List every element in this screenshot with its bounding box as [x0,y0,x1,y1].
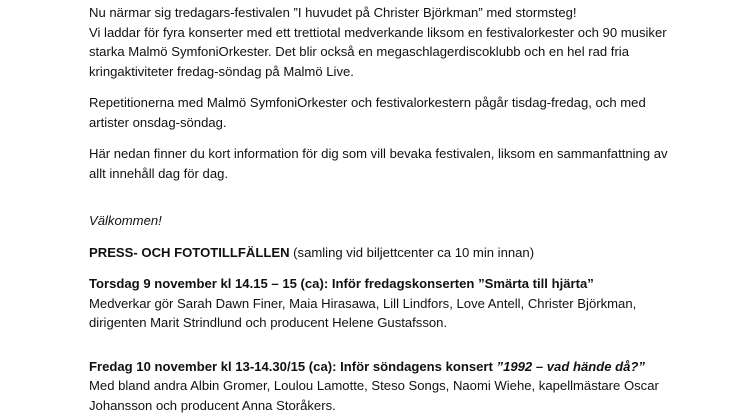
press-note: (samling vid biljettcenter ca 10 min innan) [289,244,535,260]
event-title-prefix: : Inför söndagens konsert [332,358,497,374]
document-body [89,3,729,415]
event-description: dirigenten Marit Strindlund och producent Helene Gustafsson. [89,315,448,330]
press-heading-label: PRESS- OCH FOTOTILLFÄLLEN [89,244,290,260]
event-description: Medverkar gör Sarah Dawn Finer, Maia Hirasawa, Lill Lindfors, Love Antell, Christer Björkman, [89,295,637,311]
event-title-prefix: : Inför fredagskonserten [323,276,479,291]
event-date: Torsdag 9 november kl 14.15 – 15 (ca) [89,276,324,291]
rehearsals-line: artister onsdag-söndag. [89,114,227,130]
event-block [89,357,729,416]
info-line: allt innehåll dag för dag. [89,165,229,181]
info-paragraph [89,144,729,183]
event-description: Johansson och producent Anna Storåkers. [89,397,336,413]
welcome-text: Välkommen! [89,213,162,228]
event-title [89,274,729,294]
press-heading [89,243,729,263]
rehearsals-line: Repetitionerna med Malmö SymfoniOrkester och festivalorkestern pågår tisdag-fredag, och med [89,95,646,110]
event-title-name: ”1992 – vad hände då?” [496,358,645,374]
event-title-name: ”Smärta till hjärta” [478,276,594,291]
intro-line: Nu närmar sig tredagars-festivalen ”I huvudet på Christer Björkman” med stormsteg! [89,5,577,20]
event-title [89,357,729,377]
intro-line: Vi laddar för fyra konserter med ett trettiotal medverkande liksom en festivalorkester och 90 musiker [89,24,667,40]
info-line: Här nedan finner du kort information för dig som vill bevaka festivalen, liksom en sammanfattning av [89,146,668,161]
event-date: Fredag 10 november kl 13-14.30/15 (ca) [89,358,333,374]
intro-paragraph [89,3,729,81]
event-block [89,274,729,333]
intro-line: kringaktiviteter fredag-söndag på Malmö Live. [89,63,354,79]
rehearsals-paragraph [89,93,729,132]
event-description: Med bland andra Albin Gromer, Loulou Lamotte, Steso Songs, Naomi Wiehe, kapellmästare Oscar [89,378,659,393]
intro-line: starka Malmö SymfoniOrkester. Det blir också en megaschlagerdiscoklubb och en hel rad fria [89,44,629,59]
